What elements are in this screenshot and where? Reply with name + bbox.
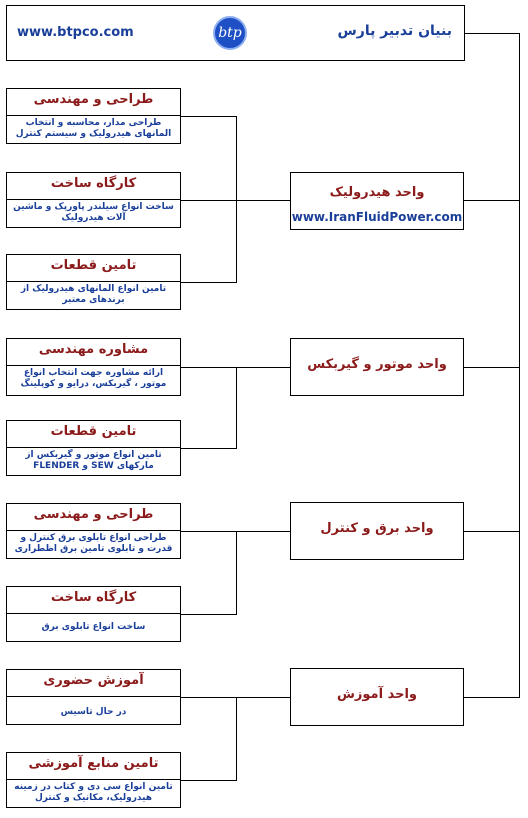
header-box [6, 5, 465, 61]
service-box [6, 503, 181, 559]
trunk-stub-education [463, 697, 520, 698]
connector [236, 531, 237, 614]
company-name: بنیان تدبیر پارس [337, 23, 452, 39]
unit-title: واحد موتور و گیربکس [307, 357, 447, 372]
connector [236, 697, 237, 780]
connector [181, 697, 237, 698]
unit-hydraulic [290, 172, 464, 230]
service-box [6, 172, 181, 228]
service-description: ساخت انواع تابلوی برق [41, 622, 146, 632]
connector [181, 531, 237, 532]
connector [236, 116, 237, 282]
service-divider [7, 779, 180, 780]
service-title: کارگاه ساخت [50, 176, 137, 191]
connector [236, 367, 237, 448]
logo-text: btp [218, 25, 242, 41]
service-description: تامین انواع المانهای هیدرولیک از برندهای معتبر [20, 284, 167, 305]
service-divider [7, 365, 180, 366]
trunk-top-stub [465, 33, 520, 34]
connector [236, 531, 290, 532]
connector [236, 367, 290, 368]
unit-electric-control [290, 502, 464, 560]
unit-title: واحد هیدرولیک [329, 185, 425, 200]
connector [181, 448, 237, 449]
connector [181, 282, 237, 283]
trunk-stub-hydraulic [463, 200, 520, 201]
service-box [6, 586, 181, 642]
service-description: تامین انواع سی دی و کتاب در زمینه هیدرولیک، مکانیک و کنترل [14, 782, 173, 803]
connector [181, 200, 237, 201]
service-description: تامین انواع موتور و گیربکس از مارکهای SEW و FLENDER [25, 450, 162, 471]
service-box [6, 669, 181, 725]
service-divider [7, 613, 180, 614]
service-title: تامین قطعات [50, 424, 137, 439]
service-title: تامین قطعات [50, 258, 137, 273]
service-box [6, 254, 181, 310]
service-description: طراحی مدار، محاسبه و انتخاب المانهای هیدرولیک و سیستم کنترل [15, 118, 172, 139]
service-box [6, 752, 181, 808]
connector [181, 614, 237, 615]
service-box [6, 88, 181, 144]
service-title: کارگاه ساخت [50, 590, 137, 605]
unit-website-link[interactable]: www.IranFluidPower.com [291, 210, 463, 224]
service-title: تامین منابع آموزشی [28, 756, 159, 771]
service-title: آموزش حضوری [43, 673, 144, 688]
service-divider [7, 447, 180, 448]
service-title: طراحی و مهندسی [33, 507, 154, 522]
service-box [6, 338, 181, 396]
service-divider [7, 530, 180, 531]
connector [236, 697, 290, 698]
service-description: ارائه مشاوره جهت انتخاب انواع موتور ، گیربکس، درایو و کوپلینگ [20, 368, 167, 389]
service-description: در حال تاسیس [60, 707, 127, 717]
connector [181, 116, 237, 117]
unit-title: واحد آموزش [336, 687, 418, 702]
service-description: طراحی انواع تابلوی برق کنترل و قدرت و تابلوی تامین برق اظطراری [14, 533, 173, 554]
service-divider [7, 281, 180, 282]
unit-title: واحد برق و کنترل [320, 521, 434, 536]
unit-education [290, 668, 464, 726]
connector [236, 200, 290, 201]
service-divider [7, 199, 180, 200]
service-divider [7, 696, 180, 697]
trunk-vertical [519, 33, 520, 698]
connector [181, 367, 237, 368]
service-description: ساخت انواع سیلندر پاورپک و ماشین آلات هیدرولیک [13, 202, 174, 223]
service-title: مشاوره مهندسی [38, 342, 149, 357]
connector [181, 780, 237, 781]
trunk-stub-motor [463, 367, 520, 368]
unit-motor-gearbox [290, 338, 464, 396]
service-title: طراحی و مهندسی [33, 92, 154, 107]
service-divider [7, 115, 180, 116]
trunk-stub-electric [463, 531, 520, 532]
btp-logo [213, 16, 247, 50]
website-link[interactable]: www.btpco.com [17, 25, 134, 40]
service-box [6, 420, 181, 476]
